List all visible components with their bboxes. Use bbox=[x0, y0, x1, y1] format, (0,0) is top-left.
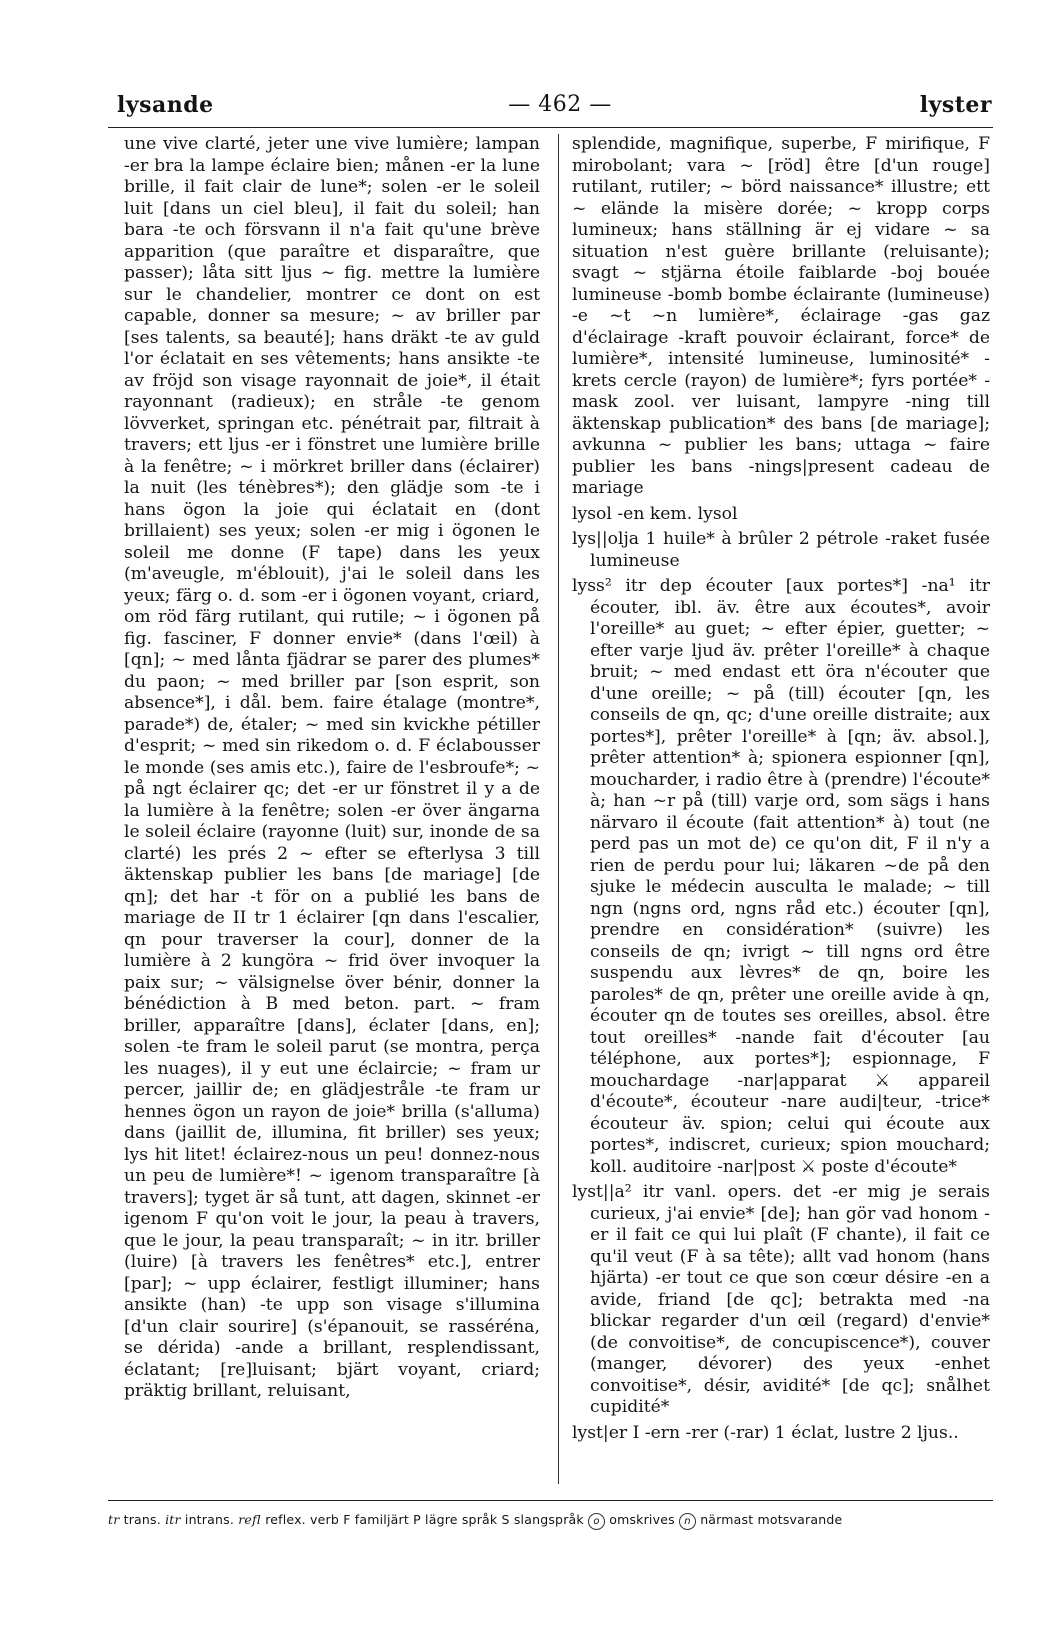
legend-abbr: F bbox=[343, 1512, 351, 1527]
entry-continuation: une vive clarté, jeter une vive lumière; lampan -er bra la lampe éclaire bien; månen -er la lune brille, il fait clair de lune*; solen -er le soleil luit [dans un ciel bleu], il fait du soleil; han bara -te och försvann il n'a fait qu'une brève apparition (que paraître et disparaître, que passer); låta sitt ljus ~ fig. mettre la lumière sur le chandelier, montrer ce dont on est capable, donner sa mesure; ~ av briller par [ses talents, sa beauté]; hans dräkt -te av guld l'or éclatait en ses vêtements; hans ansikte -te av fröjd son visage rayonnait de joie*, il était rayonnant (radieux); en stråle -te genom lövverket, springan etc. pénétrait par, filtrait à travers; ett ljus -er i fönstret une lumière brille à la fenêtre; ~ i mörkret briller dans (éclairer) la nuit (les ténèbres*); den glädje som -te i hans ögon la joie qui éclatait en (dont brillaient) ses yeux; solen -er mig i ögonen le soleil me donne (F tape) dans les yeux (m'aveugle, m'éblouit), j'ai le soleil dans les yeux; färg o. d. som -er i ögonen voyant, criard, om röd färg rutilant, qui rutile; ~ i ögonen på fig. fasciner, F donner envie* (dans l'œil) à [qn]; ~ med lånta fjädrar se parer des plumes* du paon; ~ med briller par [son esprit, son absence*], i dål. bem. faire étalage (montre*, parade*) de, étaler; ~ med sin kvickhe pétiller d'esprit; ~ med sin rikedom o. d. F éclabousser le monde (ses amis etc.), faire de l'esbroufe*; ~ på ngt éclairer qc; det -er ur fönstret il y a de la lumière à la fenêtre; solen -er över ängarna le soleil éclaire (rayonne (luit) sur, inonde de sa clarté) les prés 2 ~ efter se efterlysa 3 till äktenskap publier les bans [de mariage] [de qn]; det har -t för on a publié les bans de mariage de II tr 1 éclairer [qn dans l'escalier, qn pour traverser la cour], donner de la lumière à 2 kungöra ~ frid över invoquer la paix sur; ~ välsignelse över bénir, donner la bénédiction à B med beton. part. ~ fram briller, apparaître [dans], éclater [dans, en]; solen -te fram le soleil parut (se montra, perça les nuages), il y eut une éclaircie; ~ fram ur percer, jaillir de; en glädjestråle -te fram ur hennes ögon un rayon de joie* brilla (s'alluma) dans (jaillit de, illumina, fit briller) ses yeux; lys hit litet! éclairez-nous un peu! donnez-nous un peu de lumière*! ~ igenom transparaître [à travers]; tyget är så tunt, att dagen, skinnet -er igenom F qu'on voit le jour, la peau à travers, que le jour, la peau transparaît; ~ in itr. briller (luire) [à travers les fenêtres* etc.], entrer [par]; ~ upp éclairer, festligt illuminer; hans ansikte (han) -te upp son visage s'illumina [d'un clair sourire] (s'épanouit, se rasséréna, se dérida) -ande a brillant, resplendissant, éclatant; [re]luisant; bjärt voyant, criard; präktig brillant, reluisant, bbox=[124, 134, 540, 1401]
legend-label: trans. bbox=[123, 1512, 161, 1527]
legend-label: närmast motsvarande bbox=[700, 1512, 843, 1527]
entry-continuation: splendide, magnifique, superbe, F mirifique, F mirobolant; vara ~ [röd] être [d'un rouge] rutilant, rutiler; ~ börd naissance* illustre; ett ~ elände la misère dorée; ~ kropp corps lumineux; hans ställning är ej vidare ~ sa situation n'est guère brillante (reluisante); svagt ~ stjärna étoile faiblarde -boj bouée lumineuse -bomb bombe éclairante (lumineuse) -e ~t ~n lumière*, éclairage -gas gaz d'éclairage -kraft pouvoir éclairant, force* de lumière*, intensité lumineuse, luminosité* -krets cercle (rayon) de lumière*; fyrs portée* -mask zool. ver luisant, lampyre -ning till äktenskap publication* des bans [de mariage]; avkunna ~ publier les bans; uttaga ~ faire publier les bans -nings|present cadeau de mariage bbox=[572, 134, 990, 498]
circled-n-icon: n bbox=[679, 1513, 696, 1530]
legend-label: omskrives bbox=[609, 1512, 675, 1527]
entry-lyster: lyst|er I -ern -rer (-rar) 1 éclat, lustre 2 ljus.. bbox=[572, 1422, 959, 1443]
entry-lyss: lyss² itr dep écouter [aux portes*] -na¹ itr écouter, ibl. äv. être aux écoutes*, avoir l'oreille* au guet; ~ efter épier, guetter; ~ efter varje ljud äv. prêter l'oreille* à chaque bruit; ~ med endast ett öra n'écouter que d'une oreille; ~ på (till) écouter [qn, les conseils de qn, qc; d'une oreille distraite; aux portes*], prêter l'oreille* à [qn; äv. absol.], prêter attention* à; spionera espionner [qn], moucharder, i radio être à (prendre) l'écoute* à; han ~r på (till) varje ord, som sägs i hans närvaro il écoute (fait attention* à) tout (ne perd pas un mot de) ce qu'on dit, F il n'y a rien de perdu pour lui; läkaren ~de på den sjuke le médecin ausculta le malade; ~ till ngn (ngns ord, ngns råd etc.) écouter [qn], prendre en considération* (suivre) les conseils de qn; ivrigt ~ till ngns ord être suspendu aux lèvres* de qn, boire les paroles* de qn, prêter une oreille avide à qn, écouter qn de toutes ses oreilles, absol. être tout oreilles* -nande fait d'écouter [au téléphone, aux portes*]; espionnage, F mouchardage -nar|apparat ⚔ appareil d'écoute*, écouteur -nare audi|teur, -trice* écouteur äv. spion; celui qui écoute aux portes*, indiscret, curieux; spion mouchard; koll. auditoire -nar|post ⚔ poste d'écoute* bbox=[572, 576, 990, 1177]
entry-lysta: lyst||a² itr vanl. opers. det -er mig je serais curieux, j'ai envie* [de]; han gör vad honom -er il fait ce qui lui plaît (F chante), il fait ce qu'il veut (F à sa tête); allt vad honom (hans hjärta) -er tout ce que son cœur désire -en a avide, friand [de qc]; betrakta med -na blickar regarder d'un œil (regard) d'envie* (de convoitise*, de concupiscence*), couver (manger, dévorer) des yeux -enhet convoitise*, désir, avidité* [de qc]; snålhet cupidité* bbox=[572, 1182, 990, 1417]
abbreviation-legend bbox=[108, 1512, 993, 1530]
legend-abbr: S bbox=[501, 1512, 510, 1527]
right-column bbox=[572, 134, 990, 1489]
legend-label: reflex. verb bbox=[265, 1512, 339, 1527]
left-column bbox=[124, 134, 540, 1489]
header-right-guide-word: lyster bbox=[919, 92, 992, 118]
legend-label: intrans. bbox=[184, 1512, 234, 1527]
legend-label: slangspråk bbox=[513, 1512, 584, 1527]
legend-abbr: tr bbox=[108, 1512, 120, 1527]
header-rule bbox=[108, 127, 993, 128]
page-number: — 462 — bbox=[508, 92, 612, 117]
circled-o-icon: o bbox=[588, 1513, 605, 1530]
entry-lysol: lysol -en kem. lysol bbox=[572, 503, 738, 524]
legend-abbr: P bbox=[413, 1512, 421, 1527]
header-left-guide-word: lysande bbox=[117, 92, 214, 118]
entry-lysolja: lys||olja 1 huile* à brûler 2 pétrole -raket fusée lumineuse bbox=[572, 529, 990, 571]
legend-label: familjärt bbox=[354, 1512, 409, 1527]
legend-abbr: itr bbox=[165, 1512, 181, 1527]
legend-abbr: refl bbox=[238, 1512, 261, 1527]
footer-rule bbox=[108, 1500, 993, 1501]
column-divider bbox=[558, 134, 559, 1484]
legend-label: lägre språk bbox=[425, 1512, 498, 1527]
